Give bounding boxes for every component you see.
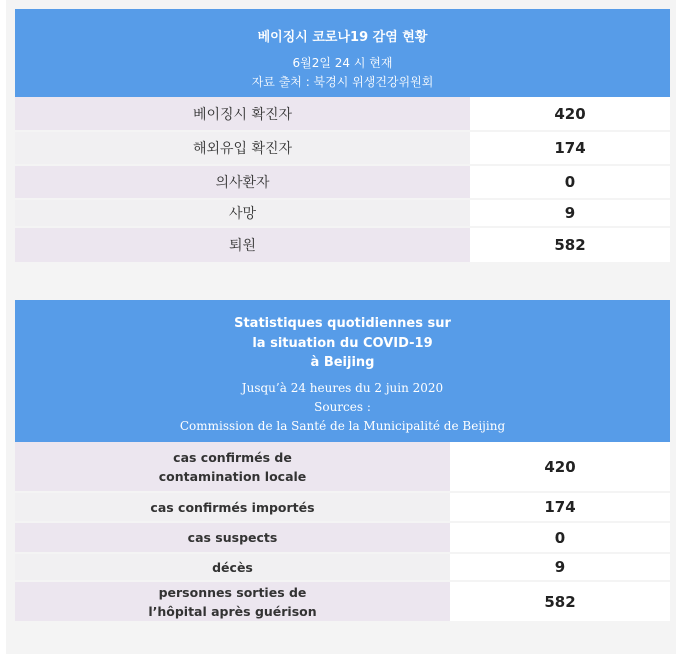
row-label	[15, 581, 450, 622]
table-row	[15, 492, 670, 522]
row-value: 9	[450, 553, 670, 581]
table-row	[15, 522, 670, 553]
row-label: décès	[15, 553, 450, 581]
row-label: 의사환자	[15, 165, 470, 199]
row-value: 174	[450, 492, 670, 522]
korean-stats-panel	[15, 9, 670, 264]
french-stats-panel	[15, 300, 670, 623]
table-row	[15, 227, 670, 263]
row-label: cas suspects	[15, 522, 450, 553]
row-label: cas confirmés importés	[15, 492, 450, 522]
table-row	[15, 442, 670, 492]
row-value: 0	[470, 165, 670, 199]
table-row	[15, 131, 670, 165]
row-value: 420	[470, 97, 670, 131]
french-date: Jusqu’à 24 heures du 2 juin 2020	[241, 380, 444, 395]
french-title-line-2: la situation du COVID-19	[252, 335, 433, 351]
row-label: 퇴원	[15, 227, 470, 263]
row-value: 582	[470, 227, 670, 263]
row-value: 420	[450, 442, 670, 492]
korean-source: 자료 출처 : 북경시 위생건강위원회	[251, 75, 434, 89]
french-title-line-1: Statistiques quotidiennes sur	[234, 316, 451, 331]
row-value: 174	[470, 131, 670, 165]
row-label	[15, 442, 450, 492]
row-label-line-1: personnes sorties de	[158, 584, 307, 600]
table-row	[15, 97, 670, 131]
row-label: 사망	[15, 199, 470, 227]
french-source: Commission de la Santé de la Municipalité de Beijing	[179, 418, 506, 433]
row-value: 582	[450, 581, 670, 622]
table-row	[15, 165, 670, 199]
korean-date: 6월2일 24 시 현재	[292, 56, 393, 70]
row-label: 해외유입 확진자	[15, 131, 470, 165]
french-sources-label: Sources :	[314, 399, 371, 414]
row-value: 0	[450, 522, 670, 553]
row-value: 9	[470, 199, 670, 227]
french-header	[15, 300, 670, 442]
row-label-line-2: contamination locale	[158, 468, 307, 484]
korean-header	[15, 9, 670, 97]
row-label-line-2: l’hôpital après guérison	[148, 603, 317, 619]
korean-title: 베이징시 코로나19 감염 현황	[257, 30, 428, 45]
korean-stats-table	[15, 97, 670, 264]
table-row	[15, 553, 670, 581]
table-row	[15, 199, 670, 227]
row-label: 베이징시 확진자	[15, 97, 470, 131]
french-title-line-3: à Beijing	[310, 355, 375, 370]
table-row	[15, 581, 670, 622]
french-stats-table	[15, 442, 670, 623]
row-label-line-1: cas confirmés de	[173, 449, 292, 465]
